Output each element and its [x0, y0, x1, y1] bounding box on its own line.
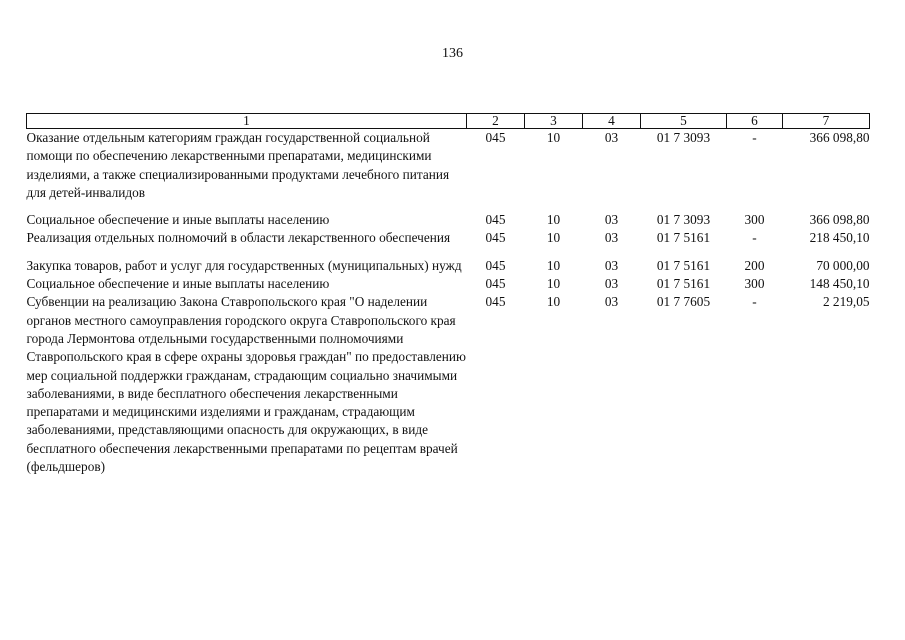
row-name: Закупка товаров, работ и услуг для государственных (муниципальных) нужд — [26, 257, 462, 273]
subsection-code: 03 — [604, 257, 619, 273]
ministry-code: 045 — [485, 230, 506, 246]
subsection-code: 03 — [604, 130, 619, 145]
column-header-2: 2 — [467, 114, 525, 129]
section-code: 10 — [546, 294, 561, 310]
ministry-code: 045 — [485, 130, 506, 145]
amount: 2 219,05 — [822, 294, 870, 310]
column-header-1: 1 — [27, 114, 467, 129]
expense-type-code: 300 — [744, 212, 765, 228]
amount: 366 098,80 — [809, 130, 870, 145]
ministry-code: 045 — [485, 276, 506, 292]
target-article-code: 01 7 5161 — [656, 276, 711, 292]
expense-type-code: 200 — [744, 257, 765, 273]
section-code: 10 — [546, 257, 561, 273]
amount: 148 450,10 — [809, 276, 870, 292]
expense-type-code: - — [752, 294, 757, 310]
target-article-code: 01 7 5161 — [656, 230, 711, 246]
expense-type-code: - — [752, 230, 757, 246]
subsection-code: 03 — [604, 294, 619, 310]
column-header-3: 3 — [525, 114, 583, 129]
target-article-code: 01 7 7605 — [656, 294, 711, 310]
amount: 366 098,80 — [809, 212, 870, 228]
ministry-code: 045 — [485, 294, 506, 310]
section-code: 10 — [546, 230, 561, 246]
column-number-header-row — [27, 114, 870, 129]
column-header-6: 6 — [727, 114, 783, 129]
row-name: Социальное обеспечение и иные выплаты населению — [26, 212, 330, 228]
column-header-4: 4 — [583, 114, 641, 129]
amount: 70 000,00 — [816, 257, 870, 273]
table-row — [27, 129, 870, 203]
column-header-7: 7 — [783, 114, 870, 129]
table-row — [27, 275, 870, 293]
section-code: 10 — [546, 212, 561, 228]
row-name: Оказание отдельным категориям граждан государственной социальной помощи по обеспечению лекарственными препаратами, медицинскими изделиями, а также специализированными продуктами лечебного питания для детей-инвалидов — [26, 130, 450, 200]
row-name: Субвенции на реализацию Закона Ставропольского края "О наделении органов местного самоуправления городского округа Ставропольского края города Лермонтова отдельными государственными полномочиями Ставропольского края в сфере охраны здоровья граждан" по предоставлению мер социальной поддержки гражданам, страдающим социально значимыми заболеваниями, в виде бесплатного обеспечения лекарственными препаратами и медицинскими изделиями и гражданам, страдающим заболеваниями, представляющими опасность для окружающих, в виде бесплатного обеспечения лекарственными препаратами по рецептам врачей (фельдшеров) — [26, 294, 466, 475]
target-article-code: 01 7 3093 — [656, 130, 711, 145]
ministry-code: 045 — [485, 257, 506, 273]
section-code: 10 — [546, 276, 561, 292]
target-article-code: 01 7 3093 — [656, 212, 711, 228]
ministry-code: 045 — [485, 212, 506, 228]
expense-type-code: - — [752, 130, 757, 145]
column-header-5: 5 — [641, 114, 727, 129]
expense-type-code: 300 — [744, 276, 765, 292]
table-row — [27, 202, 870, 229]
amount: 218 450,10 — [809, 230, 870, 246]
subsection-code: 03 — [604, 230, 619, 246]
row-name: Социальное обеспечение и иные выплаты населению — [26, 276, 330, 292]
budget-table — [26, 113, 870, 476]
table-row — [27, 229, 870, 247]
subsection-code: 03 — [604, 276, 619, 292]
page-number: 136 — [442, 46, 463, 61]
subsection-code: 03 — [604, 212, 619, 228]
row-name: Реализация отдельных полномочий в области лекарственного обеспечения — [26, 230, 451, 246]
target-article-code: 01 7 5161 — [656, 257, 711, 273]
table-row — [27, 293, 870, 476]
section-code: 10 — [546, 130, 561, 145]
table-row — [27, 248, 870, 275]
